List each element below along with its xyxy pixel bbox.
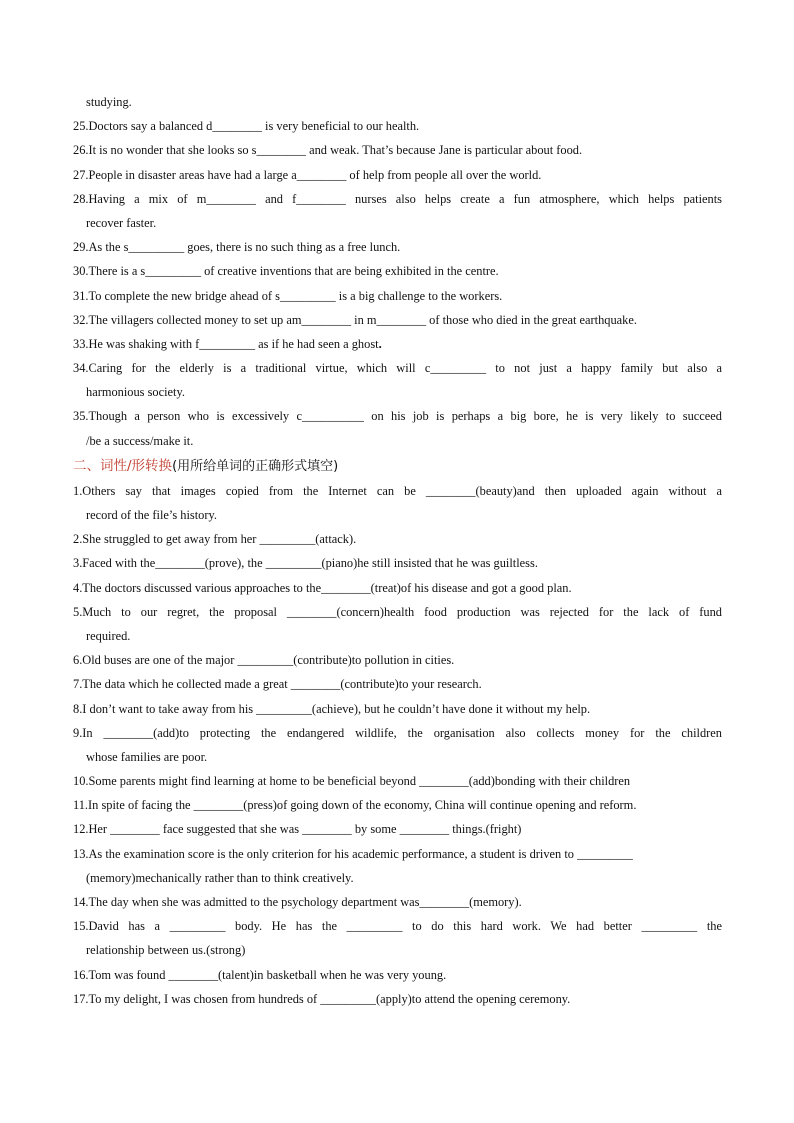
- exercise-1: 1.Others say that images copied from the Internet can be ________(beauty)and then uploaded again without a: [73, 483, 722, 498]
- question-33: [73, 332, 722, 356]
- question-31: 31.To complete the new bridge ahead of s_________ is a big challenge to the workers.: [73, 288, 503, 303]
- exercise-6: 6.Old buses are one of the major _________(contribute)to pollution in cities.: [73, 653, 455, 668]
- exercise-15: 15.David has a _________ body. He has the _________ to do this hard work. We had better _________ the: [73, 919, 722, 934]
- question-35-cont: /be a success/make it.: [86, 433, 194, 448]
- exercise-3: 3.Faced with the________(prove), the _________(piano)he still insisted that he was guiltless.: [73, 556, 538, 571]
- section-heading: [73, 453, 722, 479]
- exercise-4: 4.The doctors discussed various approaches to the________(treat)of his disease and got a good plan.: [73, 580, 572, 595]
- question-27: 27.People in disaster areas have had a large a________ of help from people all over the world.: [73, 167, 542, 182]
- exercise-1-cont: record of the file’s history.: [86, 508, 217, 522]
- q24-continuation: studying.: [86, 95, 132, 109]
- section-title: 二、词性/形转换: [73, 457, 173, 474]
- exercise-13-cont: (memory)mechanically rather than to think creatively.: [86, 870, 354, 885]
- exercise-9: 9.In ________(add)to protecting the endangered wildlife, the organisation also collects money for the children: [73, 725, 722, 740]
- question-29: 29.As the s_________ goes, there is no such thing as a free lunch.: [73, 240, 401, 255]
- question-32: 32.The villagers collected money to set up am________ in m________ of those who died in the great earthquake.: [73, 312, 637, 327]
- exercise-12: 12.Her ________ face suggested that she was ________ by some ________ things.(fright): [73, 822, 522, 837]
- question-26: 26.It is no wonder that she looks so s________ and weak. That’s because Jane is particular about food.: [73, 143, 583, 158]
- exercise-5: 5.Much to our regret, the proposal ________(concern)health food production was rejected for the lack of fund: [73, 604, 722, 619]
- question-34-cont: harmonious society.: [86, 385, 185, 400]
- exercise-11: 11.In spite of facing the ________(press)of going down of the economy, China will continue opening and reform.: [73, 798, 637, 813]
- question-33-text: 33.He was shaking with f_________ as if he had seen a ghost: [73, 336, 379, 351]
- exercise-15-cont: relationship between us.(strong): [86, 943, 246, 958]
- section-instructions: (用所给单词的正确形式填空): [172, 458, 339, 474]
- question-30: 30.There is a s_________ of creative inventions that are being exhibited in the centre.: [73, 264, 499, 279]
- question-33-period: .: [378, 336, 382, 351]
- exercise-16: 16.Tom was found ________(talent)in basketball when he was very young.: [73, 967, 447, 982]
- exercise-14: 14.The day when she was admitted to the psychology department was________(memory).: [73, 895, 522, 909]
- document-body: [73, 90, 722, 1011]
- exercise-17: 17.To my delight, I was chosen from hundreds of _________(apply)to attend the opening ceremony.: [73, 991, 571, 1006]
- exercise-2: 2.She struggled to get away from her _________(attack).: [73, 532, 357, 547]
- question-34: 34.Caring for the elderly is a traditional virtue, which will c_________ to not just a happy family but also a: [73, 361, 722, 376]
- exercise-8: 8.I don’t want to take away from his _________(achieve), but he couldn’t have done it without my help.: [73, 701, 591, 716]
- exercise-13: 13.As the examination score is the only criterion for his academic performance, a student is driven to _________: [73, 846, 633, 861]
- exercise-5-cont: required.: [86, 628, 131, 643]
- exercise-10: 10.Some parents might find learning at home to be beneficial beyond ________(add)bonding with their children: [73, 774, 631, 789]
- question-25: 25.Doctors say a balanced d________ is very beneficial to our health.: [73, 119, 420, 134]
- question-28-cont: recover faster.: [86, 215, 157, 230]
- question-35: 35.Though a person who is excessively c__________ on his job is perhaps a big bore, he is very likely to succeed: [73, 409, 722, 424]
- question-28: 28.Having a mix of m________ and f________ nurses also helps create a fun atmosphere, which helps patients: [73, 191, 722, 206]
- exercise-9-cont: whose families are poor.: [86, 749, 208, 764]
- exercise-7: 7.The data which he collected made a great ________(contribute)to your research.: [73, 677, 482, 692]
